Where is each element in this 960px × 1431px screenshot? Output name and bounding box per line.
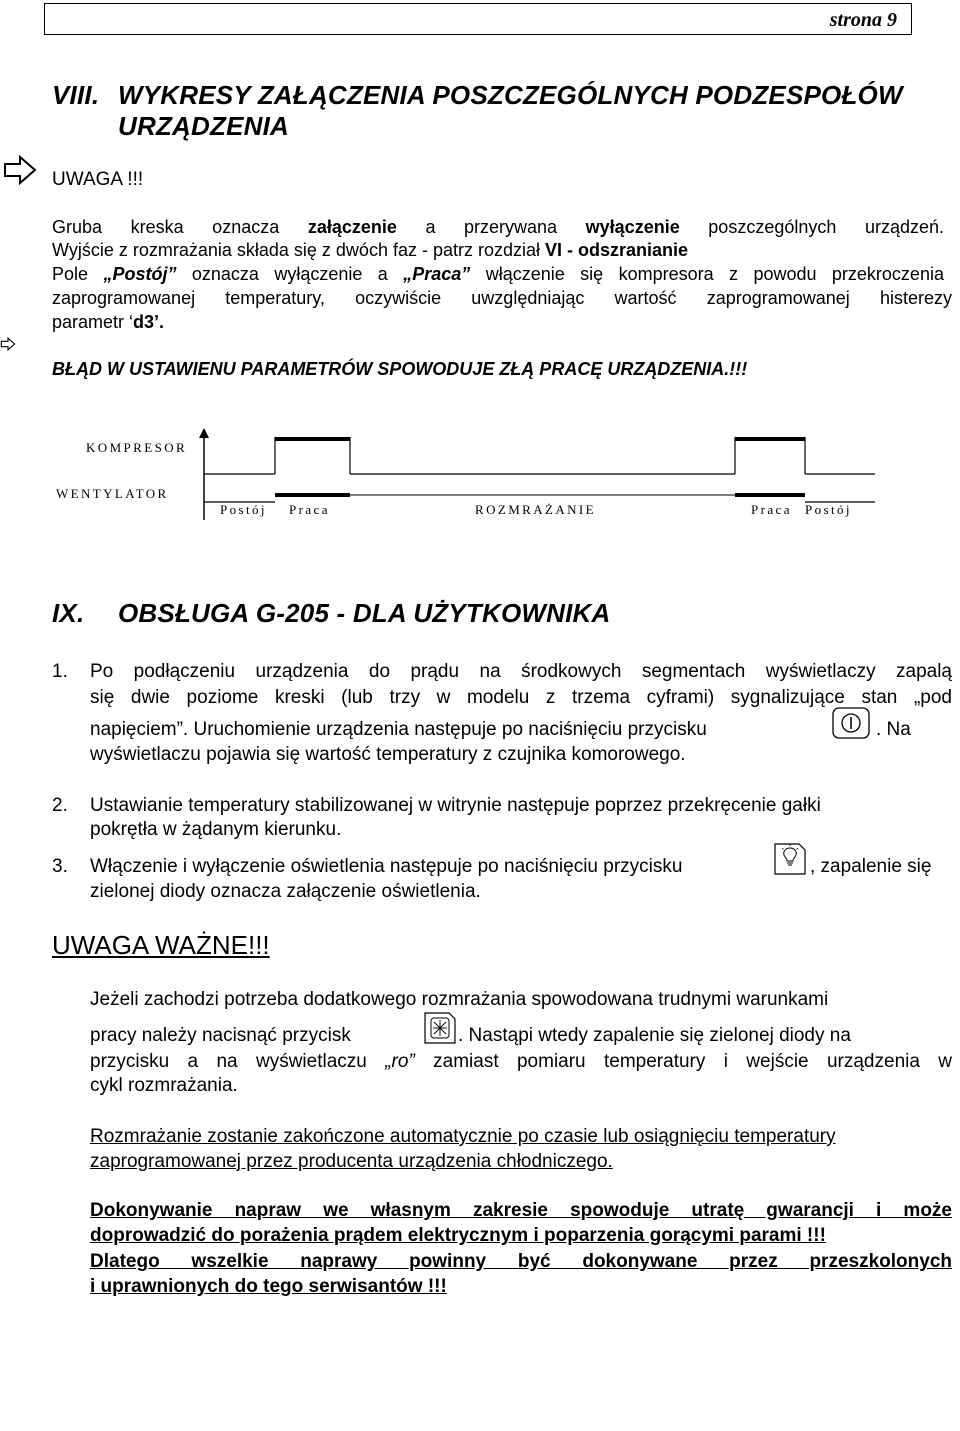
hysteresis-line: zaprogramowanej temperatury, oczywiście uwzględniając wartość zaprogramowanej histerezy bbox=[52, 288, 952, 308]
chart-row-kompresor: KOMPRESOR bbox=[86, 440, 188, 455]
important-p3-line3: Dlatego wszelkie naprawy powinny być dokonywane przez przeszkolonych bbox=[90, 1251, 952, 1272]
page-number: strona 9 bbox=[829, 9, 897, 31]
warning-label: UWAGA !!! bbox=[52, 169, 144, 190]
item3-number: 3. bbox=[52, 856, 68, 877]
chart-phase-praca: Praca bbox=[289, 502, 330, 517]
important-p1-line3: przycisku a na wyświetlaczu „ro” zamiast pomiaru temperatury i wejście urządzenia w bbox=[90, 1051, 953, 1072]
important-p2-line2: zaprogramowanej przez producenta urządzenia chłodniczego. bbox=[90, 1151, 613, 1172]
important-p1-line2-b: . Nastąpi wtedy zapalenie się zielonej diody na bbox=[458, 1025, 851, 1046]
item3-line1-end: , zapalenie się bbox=[810, 856, 932, 877]
power-button-icon bbox=[832, 707, 870, 739]
important-p1-line1: Jeżeli zachodzi potrzeba dodatkowego rozmrażania spowodowana trudnymi warunkami bbox=[90, 989, 829, 1010]
chart-row-wentylator: WENTYLATOR bbox=[56, 486, 169, 501]
section-title-line2: URZĄDZENIA bbox=[118, 111, 289, 141]
item1-line3: napięciem”. Uruchomienie urządzenia następuje po naciśnięciu przycisku bbox=[90, 719, 707, 740]
section9-title: OBSŁUGA G-205 - DLA UŻYTKOWNIKA bbox=[118, 598, 611, 628]
chart-phase-rozmrazanie: ROZMRAŻANIE bbox=[475, 502, 597, 517]
error-warning: BŁĄD W USTAWIENU PARAMETRÓW SPOWODUJE ZŁĄ PRACĘ URZĄDZENIA.!!! bbox=[52, 359, 748, 379]
light-bulb-button-icon bbox=[772, 843, 806, 875]
important-p1-line4: cykl rozmrażania. bbox=[90, 1075, 238, 1096]
item2-number: 2. bbox=[52, 795, 68, 816]
defrost-button-icon bbox=[422, 1012, 456, 1044]
item3-line2: zielonej diody oznacza załączenie oświetlenia. bbox=[90, 881, 481, 902]
section9-number: IX. bbox=[52, 598, 85, 628]
important-p3-line4: i uprawnionych do tego serwisantów !!! bbox=[90, 1276, 447, 1297]
item1-number: 1. bbox=[52, 661, 68, 682]
parameter-line: parametr ‘d3’. bbox=[52, 312, 165, 332]
item2-line2: pokrętła w żądanym kierunku. bbox=[90, 819, 342, 840]
hand-pointer-icon-small bbox=[0, 336, 16, 352]
important-p1-line2-a: pracy należy nacisnąć przycisk bbox=[90, 1025, 351, 1046]
legend-line-1: Gruba kreska oznacza załączenie a przerywana wyłączenie poszczególnych urządzeń. bbox=[52, 217, 944, 237]
chart-phase-postoj: Postój bbox=[220, 502, 267, 517]
important-title: UWAGA WAŻNE!!! bbox=[52, 930, 270, 960]
item1-line3-end: . Na bbox=[876, 719, 911, 740]
section-title-line1: WYKRESY ZAŁĄCZENIA POSZCZEGÓLNYCH PODZESPOŁÓW bbox=[118, 80, 903, 110]
item1-line1: Po podłączeniu urządzenia do prądu na środkowych segmentach wyświetlaczy zapalą bbox=[90, 661, 952, 682]
timing-chart bbox=[0, 420, 960, 530]
important-p3-line2: doprowadzić do porażenia prądem elektrycznym i poparzenia gorącymi parami !!! bbox=[90, 1225, 826, 1246]
item1-line4: wyświetlaczu pojawia się wartość temperatury z czujnika komorowego. bbox=[90, 744, 686, 765]
important-p3-line1: Dokonywanie napraw we własnym zakresie spowoduje utratę gwarancji i może bbox=[90, 1200, 952, 1221]
postoj-praca-line: Pole „Postój” oznacza wyłączenie a „Praca” włączenie się kompresora z powodu przekroczenia bbox=[52, 264, 944, 284]
important-p2-line1: Rozmrażanie zostanie zakończone automatycznie po czasie lub osiągnięciu temperatury bbox=[90, 1126, 836, 1147]
item1-line2: się dwie poziome kreski (lub trzy w modelu z trzema cyframi) sygnalizujące stan „pod bbox=[90, 687, 952, 708]
hand-pointer-icon bbox=[2, 152, 38, 188]
chart-phase-postoj-2: Postój bbox=[805, 502, 852, 517]
page-header-box bbox=[44, 3, 912, 35]
chart-phase-praca-2: Praca bbox=[751, 502, 792, 517]
section-number: VIII. bbox=[52, 80, 100, 110]
item2-line1: Ustawianie temperatury stabilizowanej w witrynie następuje poprzez przekręcenie gałki bbox=[90, 795, 821, 816]
defrost-phase-line: Wyjście z rozmrażania składa się z dwóch faz - patrz rozdział VI - odszranianie bbox=[52, 240, 689, 260]
item3-line1: Włączenie i wyłączenie oświetlenia następuje po naciśnięciu przycisku bbox=[90, 856, 683, 877]
